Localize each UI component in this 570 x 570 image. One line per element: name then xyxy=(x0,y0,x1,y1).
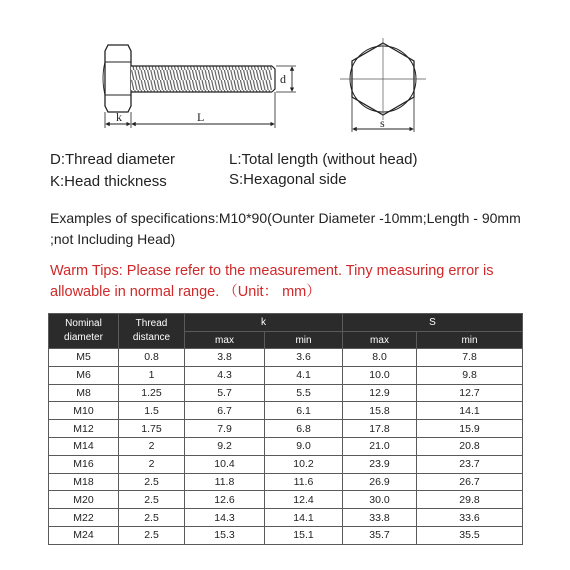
legend-thread-diameter: D:Thread diameter xyxy=(50,151,176,168)
header-s-min: min xyxy=(417,332,523,349)
warm-tips: Warm Tips: Please refer to the measurement. Tiny measuring error is allowable in normal range. （Unit： mm） xyxy=(50,263,494,300)
bolt-diagram xyxy=(0,0,570,140)
table-row: M16 2 10.4 10.2 23.9 23.7 xyxy=(49,455,523,473)
table-row: M18 2.5 11.8 11.6 26.9 26.7 xyxy=(49,473,523,491)
header-s: S xyxy=(343,314,523,332)
header-k-max: max xyxy=(185,332,265,349)
bolt-head-side xyxy=(103,45,131,112)
s-dimension-label: s xyxy=(380,116,385,130)
table-row: M22 2.5 14.3 14.1 33.8 33.6 xyxy=(49,509,523,527)
legend-head-thickness: K:Head thickness xyxy=(50,173,167,190)
bolt-head-top-view xyxy=(340,38,426,120)
header-thread-distance: Thread distance xyxy=(119,314,185,349)
table-row: M5 0.8 3.8 3.6 8.0 7.8 xyxy=(49,349,523,367)
legend-hex-side: S:Hexagonal side xyxy=(229,171,347,188)
table-row: M14 2 9.2 9.0 21.0 20.8 xyxy=(49,437,523,455)
specification-example: Examples of specifications:M10*90(Ounter Diameter -10mm;Length - 90mm ;not Including Head) xyxy=(50,210,521,247)
table-row: M24 2.5 15.3 15.1 35.7 35.5 xyxy=(49,526,523,544)
bolt-shank xyxy=(131,66,275,92)
table-row: M12 1.75 7.9 6.8 17.8 15.9 xyxy=(49,420,523,438)
legend-total-length: L:Total length (without head) xyxy=(229,151,418,168)
d-dimension-label: d xyxy=(280,72,286,86)
l-dimension-label: L xyxy=(197,110,205,124)
table-row: M20 2.5 12.6 12.4 30.0 29.8 xyxy=(49,491,523,509)
header-k-min: min xyxy=(265,332,343,349)
header-s-max: max xyxy=(343,332,417,349)
table-header-row xyxy=(49,314,523,332)
header-k: k xyxy=(185,314,343,332)
specification-table xyxy=(48,313,523,545)
table-row: M10 1.5 6.7 6.1 15.8 14.1 xyxy=(49,402,523,420)
table-row: M8 1.25 5.7 5.5 12.9 12.7 xyxy=(49,384,523,402)
k-dimension-label: k xyxy=(116,110,122,124)
header-nominal-diameter: Nominal diameter xyxy=(49,314,119,349)
table-row: M6 1 4.3 4.1 10.0 9.8 xyxy=(49,366,523,384)
